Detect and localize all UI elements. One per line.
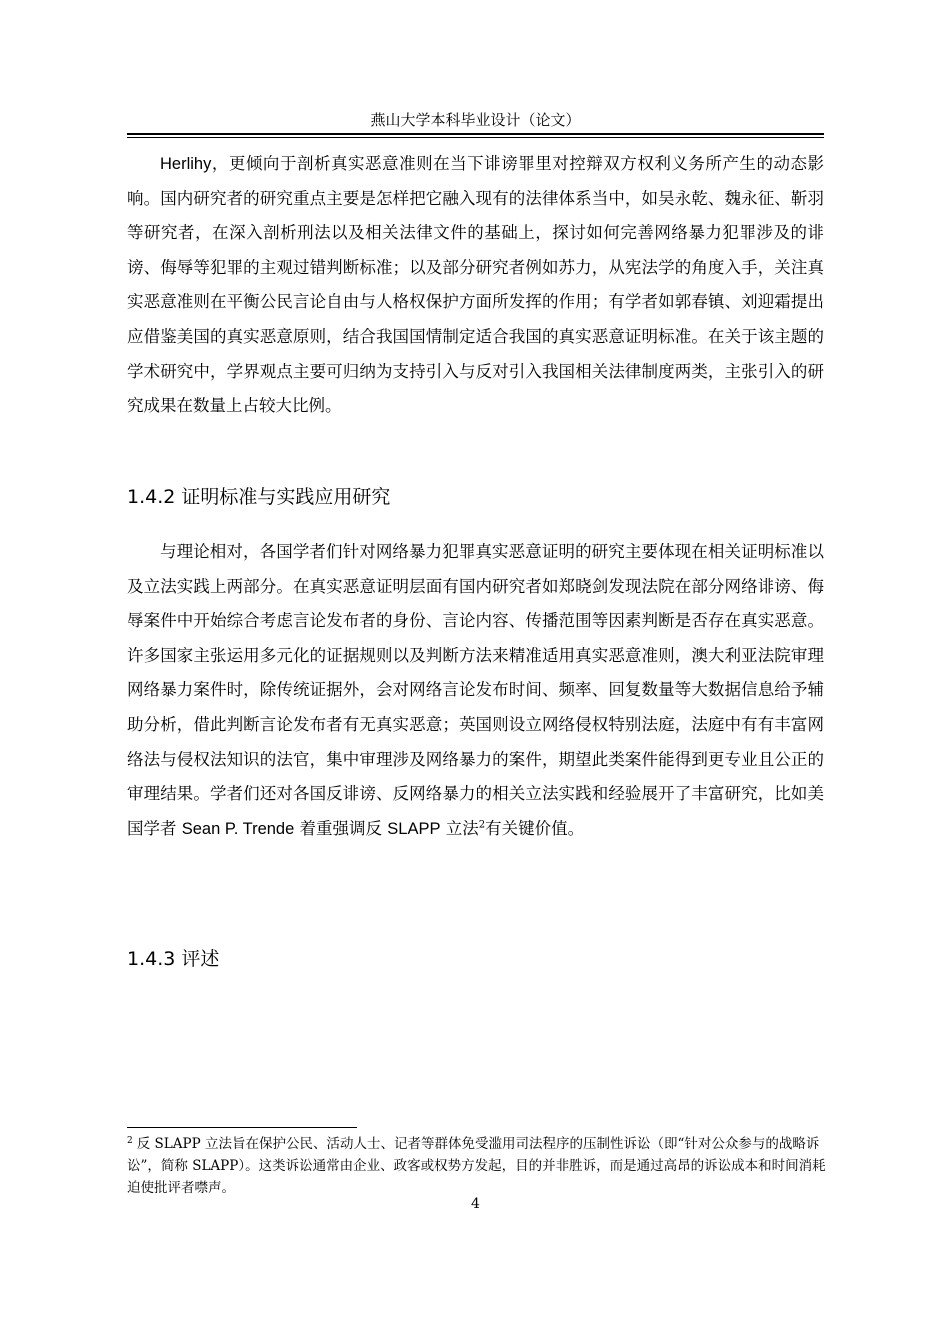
author-name-herlihy: Herlihy — [160, 155, 212, 173]
paragraph-text: ，更倾向于剖析真实恶意准则在当下诽谤罪里对控辩双方权利义务所产生的动态影响。国内研究者的研究重点主要是怎样把它融入现有的法律体系当中，如吴永乾、魏永征、靳羽等研究者，在深入剖析刑法以及相关法律文件的基础上，探讨如何完善网络暴力犯罪涉及的诽谤、侮辱等犯罪的主观过错判断标准；以及部分研究者例如苏力，从宪法学的角度入手，关注真实恶意准则在平衡公民言论自由与人格权保护方面所发挥的作用；有学者如郭春镇、刘迎霜提出应借鉴美国的真实恶意原则，结合我国国情制定适合我国的真实恶意证明标准。在关于该主题的学术研究中，学界观点主要可归纳为支持引入与反对引入我国相关法律制度两类，主张引入的研究成果在数量上占较大比例。 — [127, 154, 824, 416]
section-heading-1-4-3: 1.4.3 评述 — [127, 948, 220, 970]
running-header: 燕山大学本科毕业设计（论文） — [370, 111, 581, 129]
paragraph-text: 着重强调反 — [299, 818, 383, 838]
term-slapp: SLAPP — [387, 819, 441, 838]
paragraph-text: 有关键价值。 — [485, 818, 585, 838]
paragraph-text: 与理论相对，各国学者们针对网络暴力犯罪真实恶意证明的研究主要体现在相关证明标准以及立法实践上两部分。在真实恶意证明层面有国内研究者如郑晓剑发现法院在部分网络诽谤、侮辱案件中开始综合考虑言论发布者的身份、言论内容、传播范围等因素判断是否存在真实恶意。许多国家主张运用多元化的证据规则以及判断方法来精准适用真实恶意准则，澳大利亚法院审理网络暴力案件时，除传统证据外，会对网络言论发布时间、频率、回复数量等大数据信息给予辅助分析，借此判断言论发布者有无真实恶意；英国则设立网络侵权特别法庭，法庭中有有丰富网络法与侵权法知识的法官，集中审理涉及网络暴力的案件，期望此类案件能得到更专业且公正的审理结果。学者们还对各国反诽谤、反网络暴力的相关立法实践和经验展开了丰富研究，比如美国学者 — [127, 542, 824, 838]
footnote-text: 反 SLAPP 立法旨在保护公民、活动人士、记者等群体免受滥用司法程序的压制性诉讼（即“针对公众参与的战略诉讼”，简称 SLAPP）。这类诉讼通常由企业、政客或权势方发起，目的并非胜诉，而是通过高昂的诉讼成本和时间消耗迫使批评者噤声。 — [127, 1136, 826, 1196]
paragraph-literature-review — [127, 147, 824, 424]
section-heading-1-4-2: 1.4.2 证明标准与实践应用研究 — [127, 486, 391, 508]
paragraph-text: 立法 — [445, 818, 479, 838]
footnote-separator — [127, 1127, 357, 1128]
paragraph-standards-practice — [127, 535, 824, 846]
page-number: 4 — [471, 1196, 480, 1212]
header-rule-thick — [127, 133, 824, 135]
footnote — [127, 1133, 827, 1199]
author-name-trende: Sean P. Trende — [181, 819, 295, 838]
footnote-reference[interactable]: 2 — [478, 819, 486, 831]
footnote-mark: 2 — [127, 1135, 133, 1146]
header-rule-thin — [127, 137, 824, 138]
